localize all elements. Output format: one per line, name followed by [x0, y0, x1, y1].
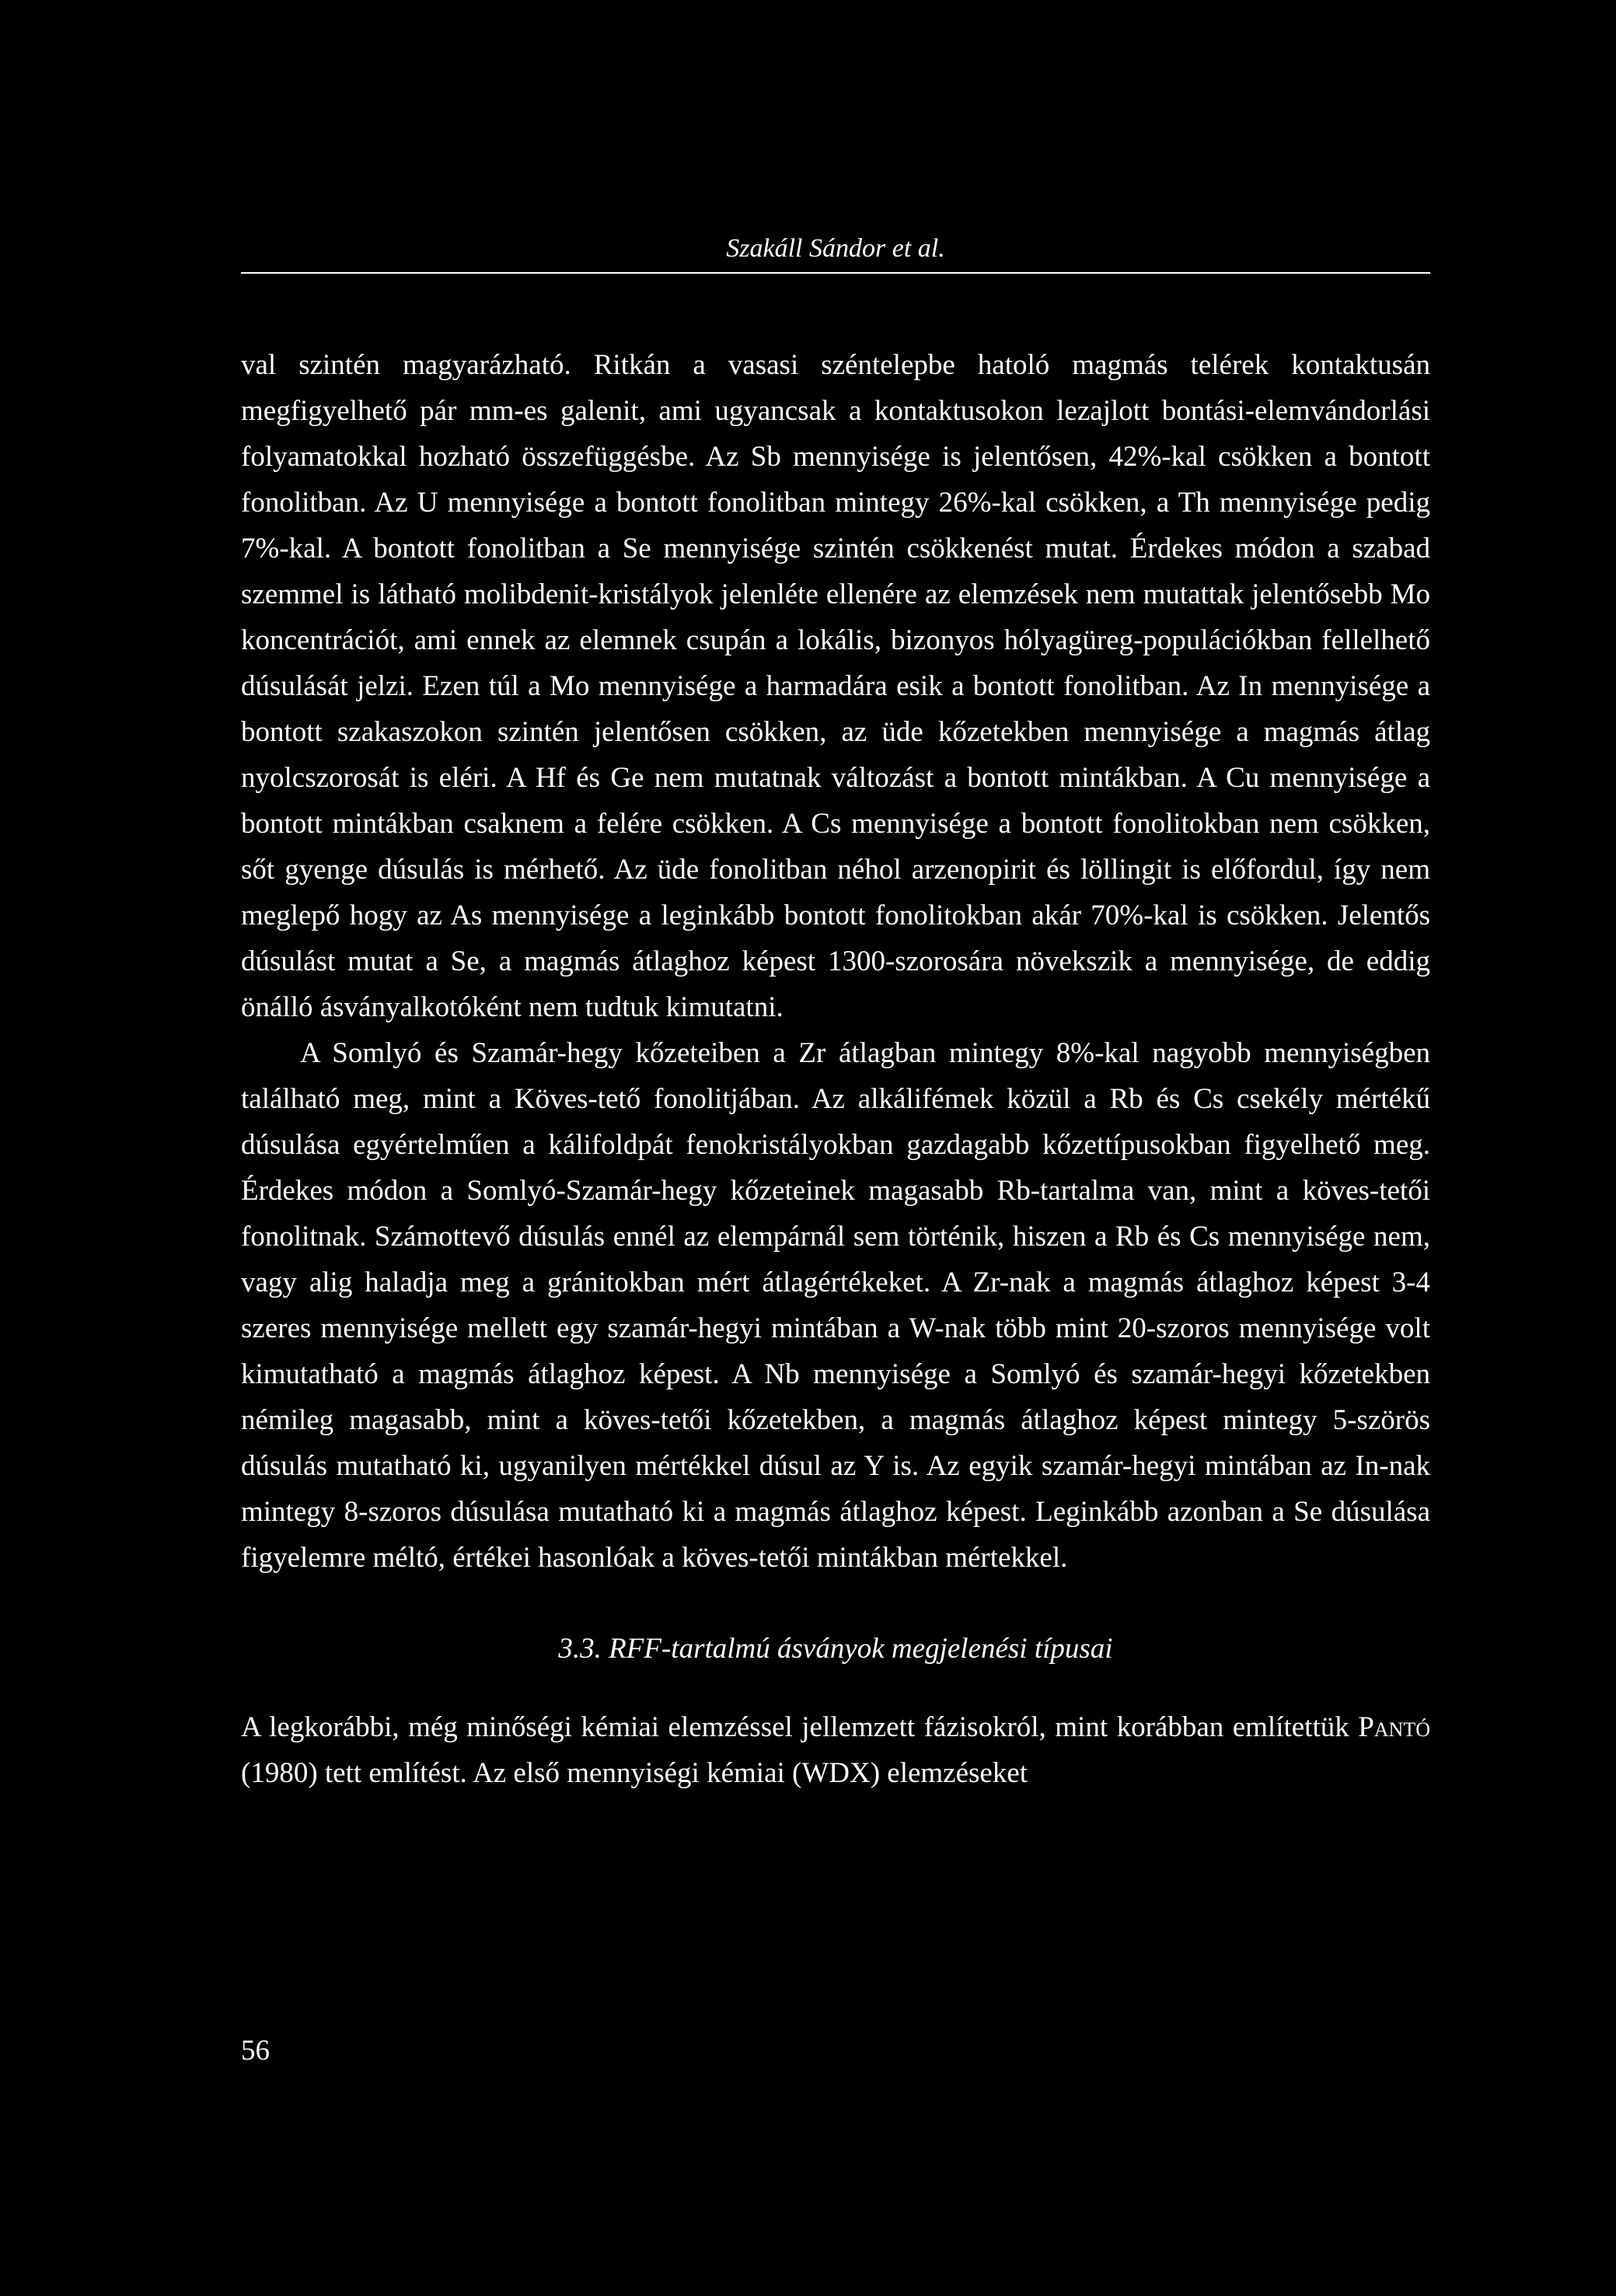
paragraph-2: A Somlyó és Szamár-hegy kőzeteiben a Zr átlagban mintegy 8%-kal nagyobb mennyiségben található meg, mint a Köves-tető fonolitjában. Az alkálifémek közül a Rb és Cs csekély mértékű dúsulása egyértelműen a kálifoldpát fenokristályokban gazdagabb kőzettípusokban figyelhető meg. Érdekes módon a Somlyó-Szamár-hegy kőzeteinek magasabb Rb-tartalma van, mint a köves-tetői fonolitnak. Számottevő dúsulás ennél az elempárnál sem történik, hiszen a Rb és Cs mennyisége nem, vagy alig haladja meg a gránitokban mért átlagértékeket. A Zr-nak a magmás átlaghoz képest 3-4 szeres mennyisége mellett egy szamár-hegyi mintában a W-nak több mint 20-szoros mennyisége volt kimutatható a magmás átlaghoz képest. A Nb mennyisége a Somlyó és szamár-hegyi kőzetekben némileg magasabb, mint a köves-tetői kőzetekben, a magmás átlaghoz képest mintegy 5-szörös dúsulás mutatható ki, ugyanilyen mértékkel dúsul az Y is. Az egyik szamár-hegyi mintában az In-nak mintegy 8-szoros dúsulása mutatható ki a magmás átlaghoz képest. Leginkább azonban a Se dúsulása figyelemre méltó, értékei hasonlóak a köves-tetői mintákban mértekkel. [241, 1037, 1430, 1574]
paragraph-3-after: (1980) tett említést. Az első mennyiségi kémiai (WDX) elemzéseket [241, 1757, 1028, 1789]
paragraph-1: val szintén magyarázható. Ritkán a vasasi széntelepbe hatoló magmás telérek kontaktusán megfigyelhető pár mm-es galenit, ami ugyancsak a kontaktusokon lezajlott bontási-elemvándorlási folyamatokkal hozható összefüggésbe. Az Sb mennyisége is jelentősen, 42%-kal csökken a bontott fonolitban. Az U mennyisége a bontott fonolitban mintegy 26%-kal csökken, a Th mennyisége pedig 7%-kal. A bontott fonolitban a Se mennyisége szintén csökkenést mutat. Érdekes módon a szabad szemmel is látható molibdenit-kristályok jelenléte ellenére az elemzések nem mutattak jelentősebb Mo koncentrációt, ami ennek az elemnek csupán a lokális, bizonyos hólyagüreg-populációkban fellelhető dúsulását jelzi. Ezen túl a Mo mennyisége a harmadára esik a bontott fonolitban. Az In mennyisége a bontott szakaszokon szintén jelentősen csökken, az üde kőzetekben mennyisége a magmás átlag nyolcszorosát is eléri. A Hf és Ge nem mutatnak változást a bontott mintákban. A Cu mennyisége a bontott mintákban csaknem a felére csökken. A Cs mennyisége a bontott fonolitokban nem csökken, sőt gyenge dúsulás is mérhető. Az üde fonolitban néhol arzenopirit és löllingit is előfordul, így nem meglepő hogy az As mennyisége a leginkább bontott fonolitokban akár 70%-kal is csökken. Jelentős dúsulást mutat a Se, a magmás átlaghoz képest 1300-szorosára növekszik a mennyisége, de eddig önálló ásványalkotóként nem tudtuk kimutatni. [241, 349, 1430, 1023]
author-initial: P [1358, 1711, 1374, 1743]
section-heading: 3.3. RFF-tartalmú ásványok megjelenési típusai [558, 1633, 1113, 1665]
paragraph-3 [241, 1704, 1430, 1796]
paragraph-3-before: A legkorábbi, még minőségi kémiai elemzéssel jellemzett fázisokról, mint korábban említettük [241, 1711, 1359, 1743]
body-text [241, 342, 1430, 1796]
running-header: Szakáll Sándor et al. [726, 234, 945, 263]
author-name-smallcaps [1358, 1711, 1430, 1743]
page-number: 56 [241, 2035, 270, 2067]
header-rule [241, 272, 1430, 274]
author-rest: antó [1373, 1711, 1430, 1743]
